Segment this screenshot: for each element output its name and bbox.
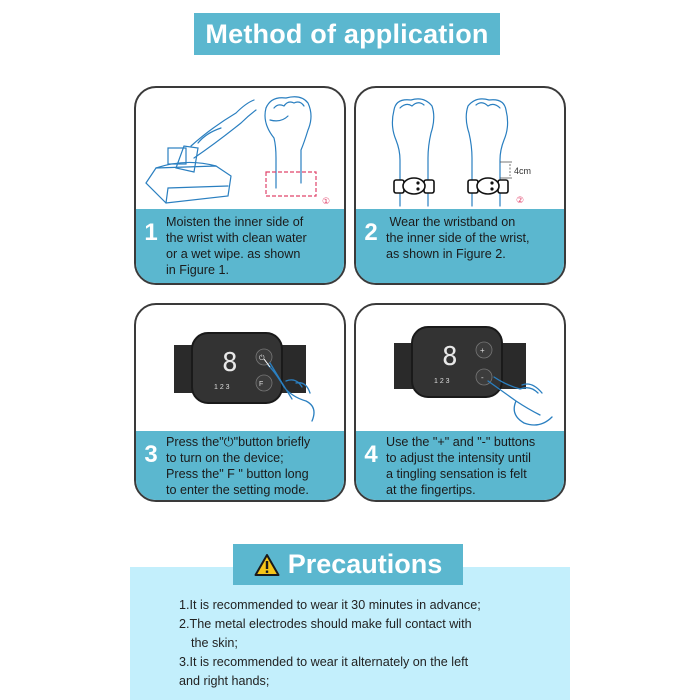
svg-text:⏻: ⏻ [259,355,265,362]
step-text: Press the"⏻"button briefly to turn on the device; Press the" F " button long to enter the setting mode. [166,435,311,497]
precaution-item-2: 2.The metal electrodes should make full contact with [179,617,472,631]
warning-icon [254,553,280,577]
step-3-illustration [136,305,344,431]
svg-text:F: F [259,381,264,388]
svg-text:8: 8 [442,342,458,372]
precaution-item-3-cont: and right hands; [179,674,270,688]
step-number: 3 [144,441,158,468]
step-text: Moisten the inner side of the wrist with clean water or a wet wipe. as shown in Figure 1. [166,215,307,277]
precaution-item-3: 3.It is recommended to wear it alternately on the left [179,655,469,669]
svg-text:8: 8 [222,348,238,378]
step-2-illustration [356,88,564,209]
step-3-caption [136,431,344,500]
step-card-4 [354,303,566,502]
step-number: 4 [364,441,378,468]
precaution-item-2-cont: the skin; [191,636,238,650]
svg-text:+: + [480,346,485,355]
svg-text:②: ② [516,196,525,206]
precautions-list [179,596,559,691]
step-2-caption [356,209,564,283]
device-power-press-icon [136,305,346,431]
step-1-caption [136,209,344,283]
step-4-illustration [356,305,564,431]
precautions-title: Precautions [287,549,443,579]
precautions-heading [233,544,463,585]
svg-text:4cm: 4cm [514,166,532,176]
svg-text:①: ① [322,197,331,207]
wet-wipe-and-wrist-icon [136,88,346,209]
svg-text:1 2 3: 1 2 3 [214,384,230,391]
step-card-3 [134,303,346,502]
page-title: Method of application [194,13,500,55]
step-4-caption [356,431,564,500]
svg-text:1 2 3: 1 2 3 [434,378,450,385]
step-number: 2 [364,219,378,246]
step-1-illustration [136,88,344,209]
step-card-1 [134,86,346,285]
step-number: 1 [144,219,158,246]
step-text: Use the "+" and "-" buttons to adjust the intensity until a tingling sensation is felt at the fingertips. [386,435,536,497]
wrists-with-band-icon [356,88,566,209]
svg-text:-: - [481,373,484,382]
step-card-2 [354,86,566,285]
step-text: Wear the wristband on the inner side of the wrist, as shown in Figure 2. [386,215,530,261]
device-intensity-press-icon [356,305,566,431]
precaution-item-1: 1.It is recommended to wear it 30 minutes in advance; [179,598,481,612]
